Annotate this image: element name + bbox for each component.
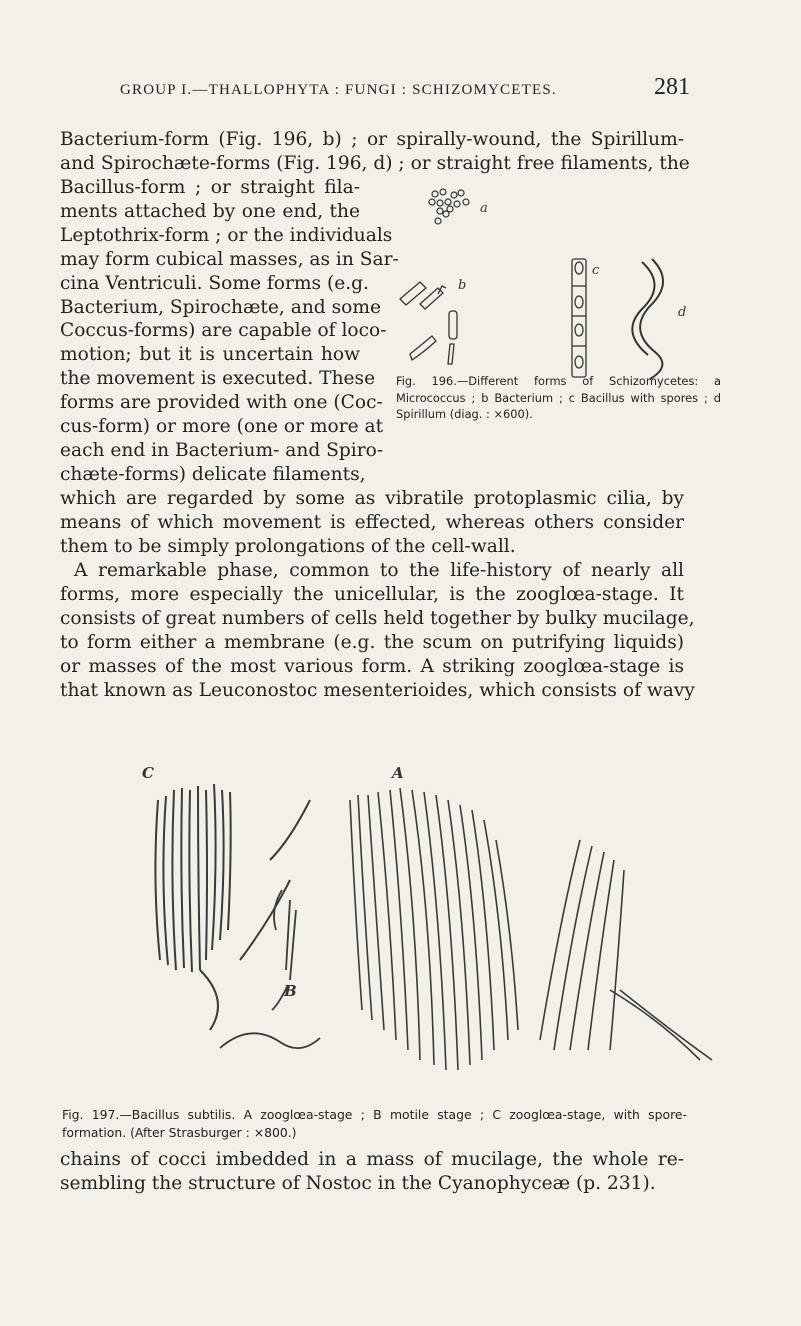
text-line: cina Ventriculi. Some forms (e.g. xyxy=(60,272,369,294)
running-header: GROUP I.—THALLOPHYTA : FUNGI : SCHIZOMYCETES. xyxy=(120,82,557,98)
wrapped-text-column xyxy=(60,176,399,487)
text-line: Bacillus-form ; or straight fila- xyxy=(60,177,360,198)
fig197-label-c: C xyxy=(142,764,154,782)
text-line: motion; but it is uncertain how xyxy=(60,344,360,366)
figure-197-caption: Fig. 197.—Bacillus subtilis. A zooglœa-stage ; B motile stage ; C zooglœa-stage, with spore-formation. (After Strasburger : ×800.) xyxy=(62,1107,687,1140)
bacterium-drawing xyxy=(400,282,457,364)
figure-197-illustration xyxy=(140,760,720,1090)
text-line: the movement is executed. These xyxy=(60,368,376,390)
page-number: 281 xyxy=(654,74,690,100)
motile-stage-drawing xyxy=(220,890,320,1048)
bacillus-drawing xyxy=(572,259,586,377)
paragraph-3 xyxy=(60,1148,684,1196)
text-line: Coccus-forms) are capable of loco- xyxy=(60,320,387,342)
paragraph-1-continuation xyxy=(60,487,684,559)
text-line: means of which movement is effected, whereas others consider xyxy=(60,511,684,533)
text-line: each end in Bacterium- and Spiro- xyxy=(60,439,384,461)
figure-196-caption: Fig. 196.—Different forms of Schizomycetes: a Micrococcus ; b Bacterium ; c Bacillus with spores ; d Spirillum (diag. : ×600). xyxy=(396,374,721,421)
text-line: or masses of the most various form. A striking zooglœa-stage is xyxy=(60,655,684,677)
text-line: chains of cocci imbedded in a mass of mucilage, the whole re- xyxy=(60,1149,684,1170)
text-line: them to be simply prolongations of the cell-wall. xyxy=(60,535,516,557)
text-line: to form either a membrane (e.g. the scum on putrifying liquids) xyxy=(60,631,684,653)
text-line: consists of great numbers of cells held together by bulky mucilage, xyxy=(60,607,695,629)
fig197-label-b: B xyxy=(284,982,297,1000)
fig196-label-d: d xyxy=(678,305,687,320)
text-line: Bacterium-form (Fig. 196, b) ; or spirally-wound, the Spirillum- xyxy=(60,129,684,150)
text-line: cus-form) or more (one or more at xyxy=(60,416,384,438)
text-line: A remarkable phase, common to the life-history of nearly all xyxy=(74,560,684,581)
text-line: Bacterium, Spirochæte, and some xyxy=(60,296,381,318)
text-line: forms, more especially the unicellular, is the zooglœa-stage. It xyxy=(60,583,684,605)
text-line: ments attached by one end, the xyxy=(60,200,360,222)
fig197-label-a: A xyxy=(392,764,404,782)
figure-196-illustration xyxy=(380,164,720,389)
micrococcus-drawing xyxy=(429,189,469,224)
text-line: sembling the structure of Nostoc in the Cyanophyceæ (p. 231). xyxy=(60,1172,656,1194)
zooglea-stage-drawing xyxy=(350,788,712,1070)
text-line: that known as Leuconostoc mesenterioides, which consists of wavy xyxy=(60,679,695,701)
text-line: which are regarded by some as vibratile protoplasmic cilia, by xyxy=(60,488,684,509)
spirillum-drawing xyxy=(632,259,663,379)
text-line: Leptothrix-form ; or the individuals xyxy=(60,224,393,246)
text-line: forms are provided with one (Coc- xyxy=(60,392,383,414)
fig196-label-a: a xyxy=(480,201,488,216)
text-line: and Spirochæte-forms (Fig. 196, d) ; or straight free filaments, the xyxy=(60,152,690,174)
text-line: chæte-forms) delicate filaments, xyxy=(60,463,366,485)
paragraph-2 xyxy=(60,559,695,702)
text-line: may form cubical masses, as in Sar- xyxy=(60,248,399,270)
fig196-label-b: b xyxy=(458,278,467,293)
fig196-label-c: c xyxy=(592,263,600,278)
